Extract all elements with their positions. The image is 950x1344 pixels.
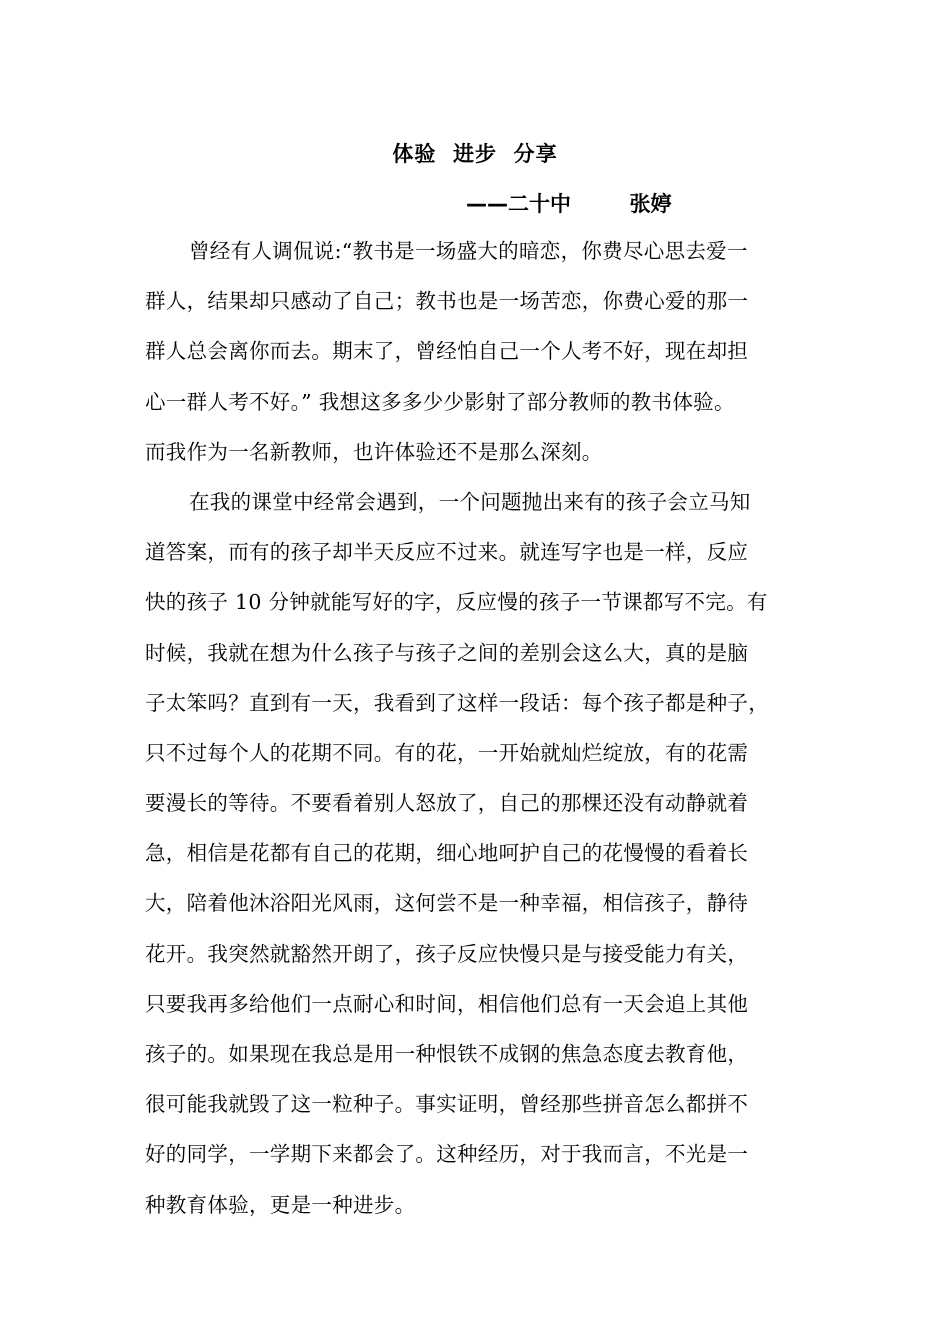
paragraph-line: 要漫长的等待。不要看着别人怒放了，自己的那棵还没有动静就着 — [145, 791, 749, 816]
paragraph-line: 好的同学，一学期下来都会了。这种经历，对于我而言，不光是一 — [145, 1142, 749, 1167]
paragraph-line: 大，陪着他沐浴阳光风雨，这何尝不是一种幸福，相信孩子，静待 — [145, 891, 749, 916]
paragraph-line: 孩子的。如果现在我总是用一种恨铁不成钢的焦急态度去教育他， — [145, 1042, 749, 1066]
paragraph-line: 群人，结果却只感动了自己；教书也是一场苦恋，你费心爱的那一 — [145, 289, 749, 314]
paragraph-line: 曾经有人调侃说:“教书是一场盛大的暗恋，你费尽心思去爱一 — [189, 239, 748, 263]
paragraph-1 — [145, 226, 807, 477]
paragraph-line: 道答案，而有的孩子却半天反应不过来。就连写字也是一样，反应 — [145, 540, 749, 565]
author-byline: ——二十中 张婷 — [466, 192, 672, 216]
paragraph-line: 子太笨吗？直到有一天，我看到了这样一段话：每个孩子都是种子， — [145, 690, 769, 715]
paragraph-line: 时候，我就在想为什么孩子与孩子之间的差别会这么大，真的是脑 — [145, 640, 749, 665]
paragraph-line: 很可能我就毁了这一粒种子。事实证明，曾经那些拼音怎么都拼不 — [145, 1092, 749, 1117]
paragraph-line: 种教育体验，更是一种进步。 — [145, 1192, 416, 1217]
paragraph-line: 在我的课堂中经常会遇到，一个问题抛出来有的孩子会立马知 — [189, 489, 751, 514]
paragraph-line: 而我作为一名新教师，也许体验还不是那么深刻。 — [145, 439, 603, 464]
paragraph-line: 只要我再多给他们一点耐心和时间，相信他们总有一天会追上其他 — [145, 991, 749, 1016]
paragraph-line: 快的孩子 10 分钟就能写好的字，反应慢的孩子一节课都写不完。有 — [145, 590, 768, 615]
paragraph-line: 只不过每个人的花期不同。有的花，一开始就灿烂绽放，有的花需 — [145, 740, 749, 765]
page-title: 体验 进步 分享 — [392, 142, 558, 166]
paragraph-2 — [145, 477, 807, 1230]
paragraph-line: 花开。我突然就豁然开朗了，孩子反应快慢只是与接受能力有关， — [145, 941, 749, 966]
paragraph-line: 心一群人考不好。” 我想这多多少少影射了部分教师的教书体验。 — [145, 389, 735, 414]
paragraph-line: 群人总会离你而去。期末了，曾经怕自己一个人考不好，现在却担 — [145, 339, 749, 364]
paragraph-line: 急，相信是花都有自己的花期，细心地呵护自己的花慢慢的看着长 — [145, 841, 749, 866]
document-body — [145, 226, 807, 1230]
